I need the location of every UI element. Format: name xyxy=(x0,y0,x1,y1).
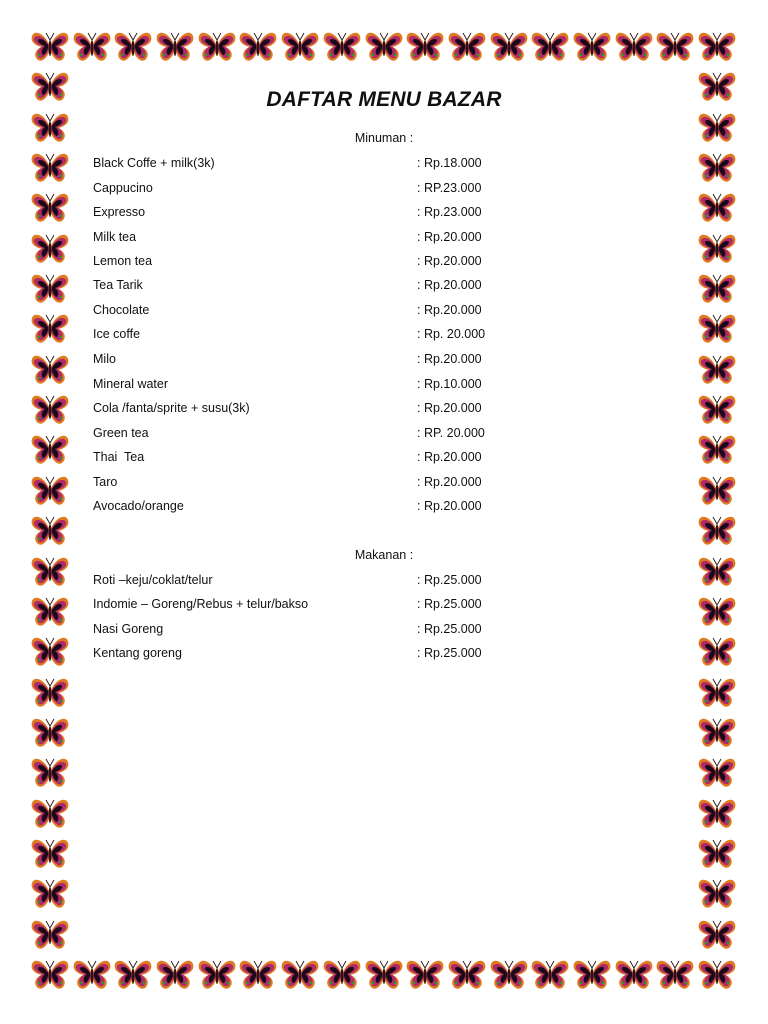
butterfly-icon xyxy=(697,151,737,185)
butterfly-icon xyxy=(697,595,737,629)
butterfly-icon xyxy=(30,716,70,750)
butterfly-icon xyxy=(30,958,70,992)
butterfly-icon xyxy=(655,958,695,992)
item-name: Cola /fanta/sprite + susu(3k) xyxy=(93,401,250,415)
butterfly-icon xyxy=(697,877,737,911)
butterfly-icon xyxy=(364,958,404,992)
item-price: : Rp.25.000 xyxy=(417,646,482,660)
butterfly-icon xyxy=(113,958,153,992)
menu-item xyxy=(93,156,513,174)
butterfly-icon xyxy=(655,30,695,64)
item-price: : RP.23.000 xyxy=(417,181,482,195)
item-price: : Rp.23.000 xyxy=(417,205,482,219)
item-name: Mineral water xyxy=(93,377,169,391)
item-name: Ice coffe xyxy=(93,327,141,341)
butterfly-icon xyxy=(697,312,737,346)
butterfly-icon xyxy=(30,837,70,871)
item-price: : Rp.20.000 xyxy=(417,450,482,464)
item-name: Roti –keju/coklat/telur xyxy=(93,573,213,587)
item-name: Black Coffe + milk(3k) xyxy=(93,156,215,170)
butterfly-icon xyxy=(447,30,487,64)
menu-item xyxy=(93,426,513,444)
butterfly-icon xyxy=(322,30,362,64)
menu-item xyxy=(93,205,513,223)
butterfly-icon xyxy=(113,30,153,64)
butterfly-icon xyxy=(530,958,570,992)
butterfly-icon xyxy=(30,272,70,306)
butterfly-icon xyxy=(238,30,278,64)
menu-item xyxy=(93,377,513,395)
butterfly-icon xyxy=(280,958,320,992)
page-title: DAFTAR MENU BAZAR xyxy=(266,88,502,111)
butterfly-icon xyxy=(697,676,737,710)
menu-item xyxy=(93,622,513,640)
butterfly-icon xyxy=(697,393,737,427)
menu-item xyxy=(93,597,513,615)
item-name: Chocolate xyxy=(93,303,150,317)
butterfly-icon xyxy=(30,191,70,225)
item-price: : Rp.20.000 xyxy=(417,254,482,268)
butterfly-icon xyxy=(447,958,487,992)
butterfly-icon xyxy=(697,958,737,992)
item-name: Taro xyxy=(93,475,118,489)
item-price: : Rp.25.000 xyxy=(417,573,482,587)
butterfly-icon xyxy=(572,30,612,64)
item-price: : Rp.20.000 xyxy=(417,475,482,489)
item-price: : Rp. 20.000 xyxy=(417,327,486,341)
butterfly-icon xyxy=(697,30,737,64)
butterfly-icon xyxy=(572,958,612,992)
menu-item xyxy=(93,254,513,272)
item-name: Lemon tea xyxy=(93,254,153,268)
butterfly-icon xyxy=(155,30,195,64)
item-name: Avocado/orange xyxy=(93,499,184,513)
butterfly-icon xyxy=(30,433,70,467)
butterfly-icon xyxy=(30,676,70,710)
item-name: Milk tea xyxy=(93,230,137,244)
butterfly-icon xyxy=(697,272,737,306)
item-price: : Rp.20.000 xyxy=(417,352,482,366)
section-heading-minuman: Minuman : xyxy=(354,131,414,145)
butterfly-icon xyxy=(30,30,70,64)
butterfly-icon xyxy=(30,797,70,831)
butterfly-icon xyxy=(30,635,70,669)
item-price: : Rp.25.000 xyxy=(417,622,482,636)
butterfly-icon xyxy=(697,191,737,225)
item-name: Indomie – Goreng/Rebus + telur/bakso xyxy=(93,597,309,611)
menu-item xyxy=(93,401,513,419)
item-name: Cappucino xyxy=(93,181,153,195)
menu-item xyxy=(93,573,513,591)
menu-item xyxy=(93,352,513,370)
butterfly-icon xyxy=(697,716,737,750)
butterfly-icon xyxy=(405,958,445,992)
butterfly-icon xyxy=(30,232,70,266)
menu-item xyxy=(93,181,513,199)
butterfly-icon xyxy=(364,30,404,64)
menu-item xyxy=(93,450,513,468)
butterfly-icon xyxy=(30,756,70,790)
butterfly-icon xyxy=(697,918,737,952)
butterfly-icon xyxy=(697,837,737,871)
item-price: : Rp.20.000 xyxy=(417,401,482,415)
butterfly-icon xyxy=(489,958,529,992)
butterfly-icon xyxy=(697,353,737,387)
butterfly-icon xyxy=(30,514,70,548)
item-name: Thai Tea xyxy=(93,450,145,464)
item-price: : Rp.20.000 xyxy=(417,278,482,292)
butterfly-icon xyxy=(30,918,70,952)
butterfly-icon xyxy=(697,635,737,669)
butterfly-icon xyxy=(697,514,737,548)
menu-item xyxy=(93,278,513,296)
butterfly-icon xyxy=(697,797,737,831)
menu-item xyxy=(93,327,513,345)
butterfly-icon xyxy=(697,756,737,790)
item-name: Expresso xyxy=(93,205,146,219)
butterfly-icon xyxy=(697,232,737,266)
butterfly-icon xyxy=(30,393,70,427)
butterfly-icon xyxy=(697,433,737,467)
butterfly-icon xyxy=(280,30,320,64)
butterfly-icon xyxy=(322,958,362,992)
butterfly-icon xyxy=(155,958,195,992)
butterfly-icon xyxy=(30,151,70,185)
item-price: : Rp.10.000 xyxy=(417,377,482,391)
item-price: : RP. 20.000 xyxy=(417,426,485,440)
item-name: Milo xyxy=(93,352,116,366)
butterfly-icon xyxy=(697,474,737,508)
butterfly-icon xyxy=(30,312,70,346)
butterfly-icon xyxy=(238,958,278,992)
item-name: Kentang goreng xyxy=(93,646,182,660)
butterfly-icon xyxy=(30,595,70,629)
butterfly-icon xyxy=(614,30,654,64)
item-price: : Rp.18.000 xyxy=(417,156,482,170)
item-name: Green tea xyxy=(93,426,149,440)
item-price: : Rp.20.000 xyxy=(417,303,482,317)
section-heading-makanan: Makanan : xyxy=(354,548,414,562)
butterfly-icon xyxy=(530,30,570,64)
menu-item xyxy=(93,475,513,493)
menu-item xyxy=(93,499,513,517)
menu-item xyxy=(93,230,513,248)
butterfly-icon xyxy=(30,474,70,508)
butterfly-icon xyxy=(72,30,112,64)
item-price: : Rp.20.000 xyxy=(417,499,482,513)
menu-item xyxy=(93,303,513,321)
butterfly-icon xyxy=(197,958,237,992)
butterfly-icon xyxy=(405,30,445,64)
butterfly-icon xyxy=(30,877,70,911)
item-price: : Rp.25.000 xyxy=(417,597,482,611)
item-name: Nasi Goreng xyxy=(93,622,164,636)
butterfly-icon xyxy=(489,30,529,64)
butterfly-icon xyxy=(614,958,654,992)
butterfly-icon xyxy=(197,30,237,64)
butterfly-icon xyxy=(72,958,112,992)
menu-item xyxy=(93,646,513,664)
butterfly-icon xyxy=(30,353,70,387)
item-name: Tea Tarik xyxy=(93,278,143,292)
item-price: : Rp.20.000 xyxy=(417,230,482,244)
